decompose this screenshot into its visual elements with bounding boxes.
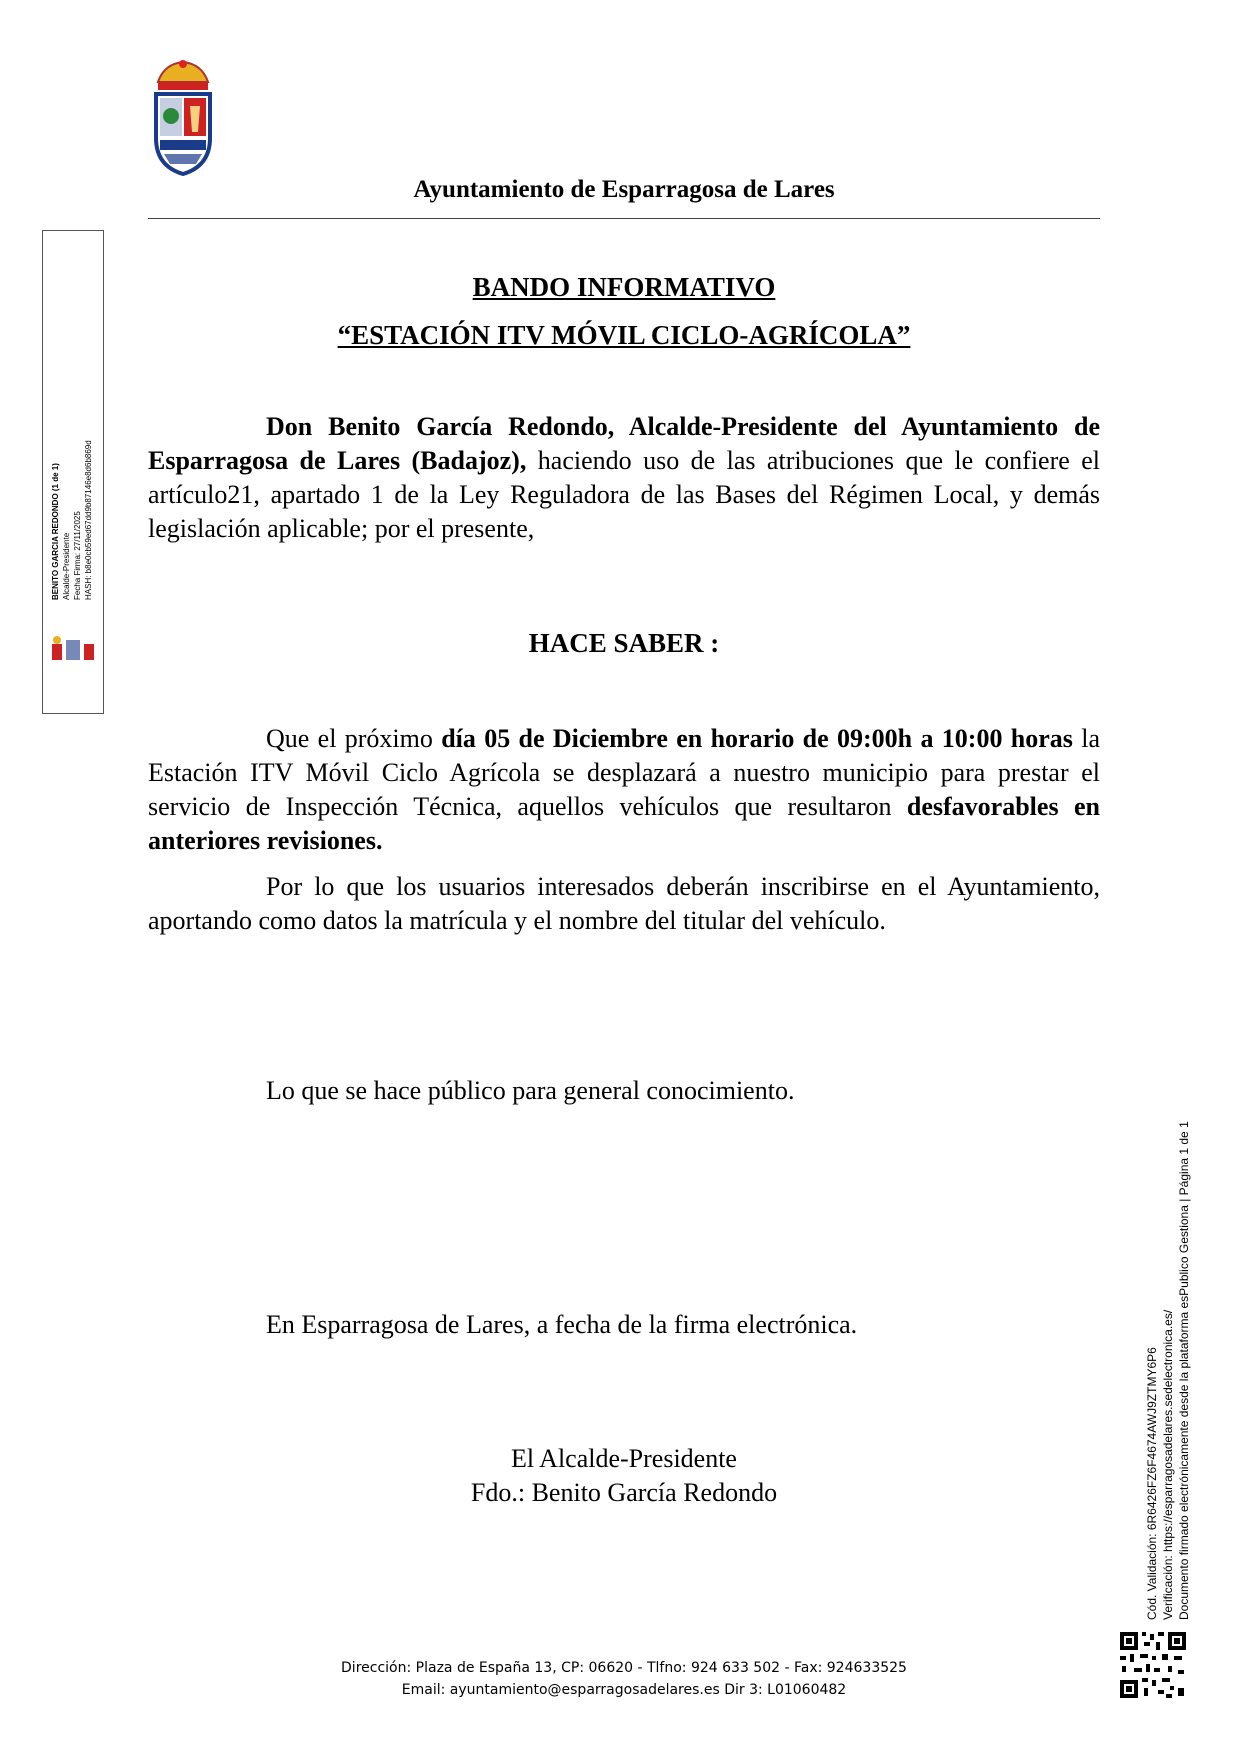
public-notice-line: Lo que se hace público para general conocimiento. bbox=[266, 1076, 795, 1105]
footer-contact bbox=[148, 1657, 1100, 1701]
place-date-line: En Esparragosa de Lares, a fecha de la firma electrónica. bbox=[266, 1310, 858, 1339]
intro-text: haciendo uso de las atribuciones que le confiere el artículo21, apartado 1 de la Ley Reguladora de las Bases del Régimen Local, y demás legislación aplicable; por el presente, bbox=[148, 446, 1100, 543]
signature-block bbox=[148, 1442, 1100, 1510]
qr-code-icon bbox=[1118, 1630, 1188, 1700]
footer-address: Dirección: Plaza de España 13, CP: 06620 - Tlfno: 924 633 502 - Fax: 924633525 bbox=[341, 1660, 907, 1676]
coat-of-arms-icon bbox=[150, 58, 216, 176]
announcement-paragraph: Que el próximo día 05 de Diciembre en horario de 09:00h a 10:00 horas la Estación ITV Móvil Ciclo Agrícola se desplazará a nuestro municipio para prestar el servicio de Inspección Técnica, aquellos vehículos que resultaron desfavorables en anteriores revisiones. bbox=[148, 724, 1101, 855]
document-subtitle: “ESTACIÓN ITV MÓVIL CICLO-AGRÍCOLA” bbox=[337, 320, 911, 350]
intro-bold-text: Don Benito García Redondo, Alcalde-Presidente del Ayuntamiento de Esparragosa de Lares (Badajoz), bbox=[148, 412, 1100, 475]
signer-role: El Alcalde-Presidente bbox=[511, 1444, 737, 1473]
registration-paragraph: Por lo que los usuarios interesados deberán inscribirse en el Ayuntamiento, aportando como datos la matrícula y el nombre del titular del vehículo. bbox=[148, 872, 1100, 935]
organization-name: Ayuntamiento de Esparragosa de Lares bbox=[413, 176, 835, 203]
validation-text: Cód. Validación: 6R6426FZ6F4674AWJ9ZTMY6P6 Verificación: https://esparragosadelares.sedelectronica.es/ Documento firmado electrónicamente desde la plataforma esPublico Gestiona | Página 1 de 1 bbox=[1145, 1121, 1191, 1620]
document-title: BANDO INFORMATIVO bbox=[472, 272, 776, 302]
stamp-crest-icon bbox=[50, 634, 96, 664]
intro-paragraph bbox=[148, 410, 1100, 546]
signer-name: Fdo.: Benito García Redondo bbox=[470, 1478, 778, 1507]
signature-stamp-text: BENITO GARCIA REDONDO (1 de 1) Alcalde-Presidente Fecha Firma: 27/11/2025 HASH: b8e0cb59ed67dd9b87146e8d6b869d bbox=[51, 440, 93, 600]
header-divider bbox=[148, 218, 1100, 219]
hace-saber-heading: HACE SABER : bbox=[528, 628, 720, 658]
footer-email: Email: ayuntamiento@esparragosadelares.es Dir 3: L01060482 bbox=[401, 1682, 847, 1698]
